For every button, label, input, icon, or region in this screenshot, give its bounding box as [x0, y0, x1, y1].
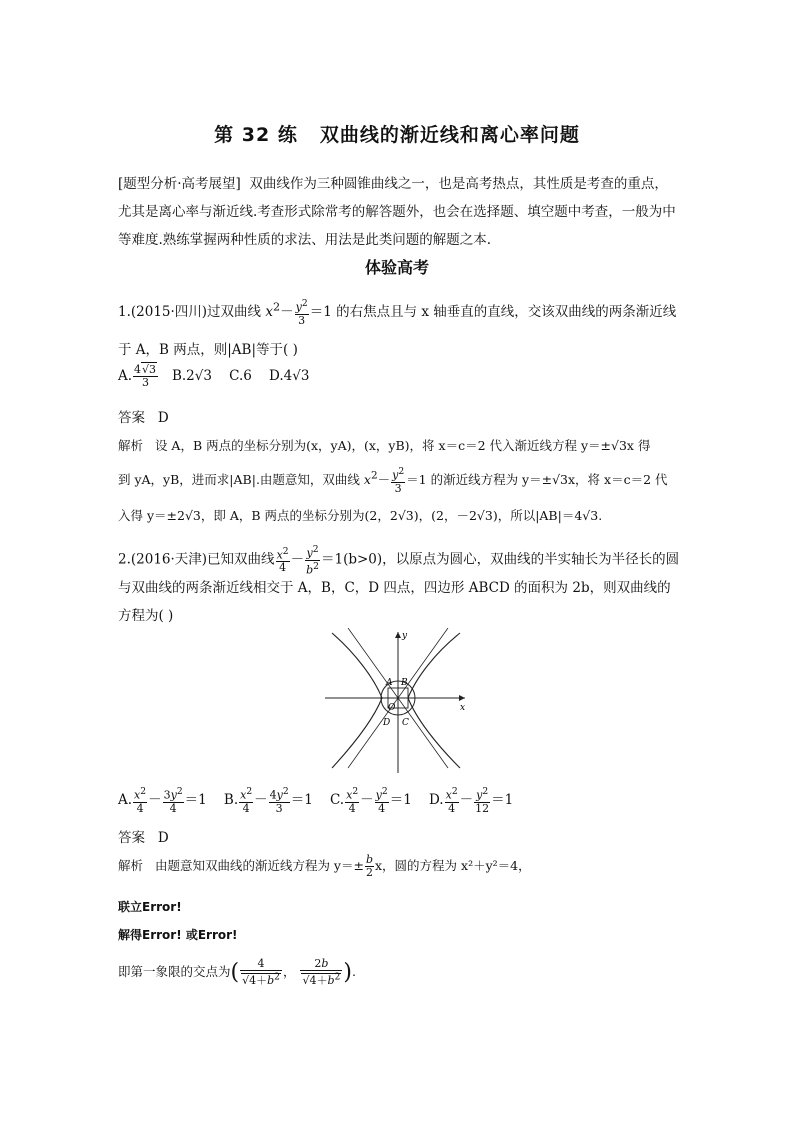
hyperbola-right-lower	[408, 698, 460, 768]
q1-stem-line2: 于 A，B 两点，则|AB|等于( )	[118, 342, 298, 358]
label-x: x	[460, 703, 466, 713]
q2-choices: A. $\frac{x^2}{4}$ － $\frac{3y^2}{4}$ ＝1 B. $\frac{x^2}{4}$ － $\frac{4y^2}{3}$ ＝1 C. $\frac{x^2}{4}$ － $\frac{y^2}{4}$ ＝1 D. $\frac{x^2}{4}$ － $\frac{y^2}{12}$ ＝1	[118, 786, 514, 815]
q1-analysis-line3: 入得 y＝±2√3，即 A，B 两点的坐标分别为(2，2√3)，(2，－2√3)，所以|AB|＝4√3.	[118, 508, 603, 523]
q1-choice-d: D.4√3	[269, 368, 310, 384]
q2-jiede: 解得Error! 或Error!	[118, 928, 238, 942]
label-d: D	[383, 718, 391, 728]
q2-intersect: 即第一象限的交点为( $\frac{4}{√4+b^2}$ ， $\frac{2b}{√4+b^2}$ ).	[118, 957, 356, 987]
intro-paragraph	[118, 170, 678, 254]
q1-choices: A. $\frac{4√3}{3}$ B.2√3 C.6 D.4√3	[118, 363, 310, 389]
label-b: B	[401, 678, 408, 688]
q1-choice-b: B.2√3	[171, 368, 212, 384]
hyperbola-figure	[320, 628, 470, 778]
hyperbola-right-upper	[408, 633, 460, 698]
q2-answer: 答案 D	[118, 830, 169, 846]
intro-tag: [题型分析·高考展望]	[118, 176, 241, 192]
label-a: A	[386, 678, 393, 688]
q1-choice-c: C.6	[229, 368, 252, 384]
section-title: 体验高考	[364, 258, 429, 277]
y-axis-arrow	[395, 632, 401, 638]
label-c: C	[402, 718, 409, 728]
hyperbola-left-lower	[332, 698, 382, 768]
q2-stem-line3: 方程为( )	[118, 608, 174, 624]
lesson-number: 第 32 练	[214, 124, 298, 146]
page-title	[0, 120, 794, 147]
lesson-topic: 双曲线的渐近线和离心率问题	[319, 124, 580, 146]
q1-analysis-line2: 到 yA，yB，进而求|AB|.由题意知，双曲线 $x^2-$ $\frac{y^2}{3}$ ＝1 的渐近线方程为 y＝±√3x，将 x＝c＝2 代	[118, 466, 668, 495]
q1-analysis-line1: 解析 设 A，B 两点的坐标分别为(x，yA)，(x，yB)，将 x＝c＝2 代入渐近线方程 y＝±√3x 得	[118, 438, 651, 453]
intro-text: 双曲线作为三种圆锥曲线之一，也是高考热点，其性质是考查的重点，尤其是离心率与渐近线.考查形式除常考的解答题外，也会在选择题、填空题中考查，一般为中等难度.熟练掌握两种性质的求法、用法是此类问题的解题之本.	[118, 176, 676, 248]
q2-analysis: 解析 由题意知双曲线的渐近线方程为 y＝± $\frac{b}{2}$ x，圆的方程为 x²＋y²＝4，	[118, 853, 531, 879]
q2-lianli: 联立Error!	[118, 900, 182, 914]
q1-answer: 答案 D	[118, 410, 169, 426]
label-y: y	[402, 631, 408, 641]
label-o: O	[388, 703, 396, 713]
q1-stem: 1.(2015·四川)过双曲线 $x^2-$ $\frac{y^2}{3}$ ＝1 的右焦点且与 x 轴垂直的直线，交该双曲线的两条渐近线	[118, 298, 677, 327]
q2-stem: 2.(2016·天津)已知双曲线 $\frac{x^2}{4}$ － $\frac{y^2}{b^2}$ ＝1(b>0)，以原点为圆心，双曲线的半实轴长为半径长的圆	[118, 544, 680, 577]
x-axis-arrow	[459, 695, 465, 701]
q2-stem-line2: 与双曲线的两条渐近线相交于 A，B，C，D 四点，四边形 ABCD 的面积为 2b，则双曲线的	[118, 580, 671, 596]
